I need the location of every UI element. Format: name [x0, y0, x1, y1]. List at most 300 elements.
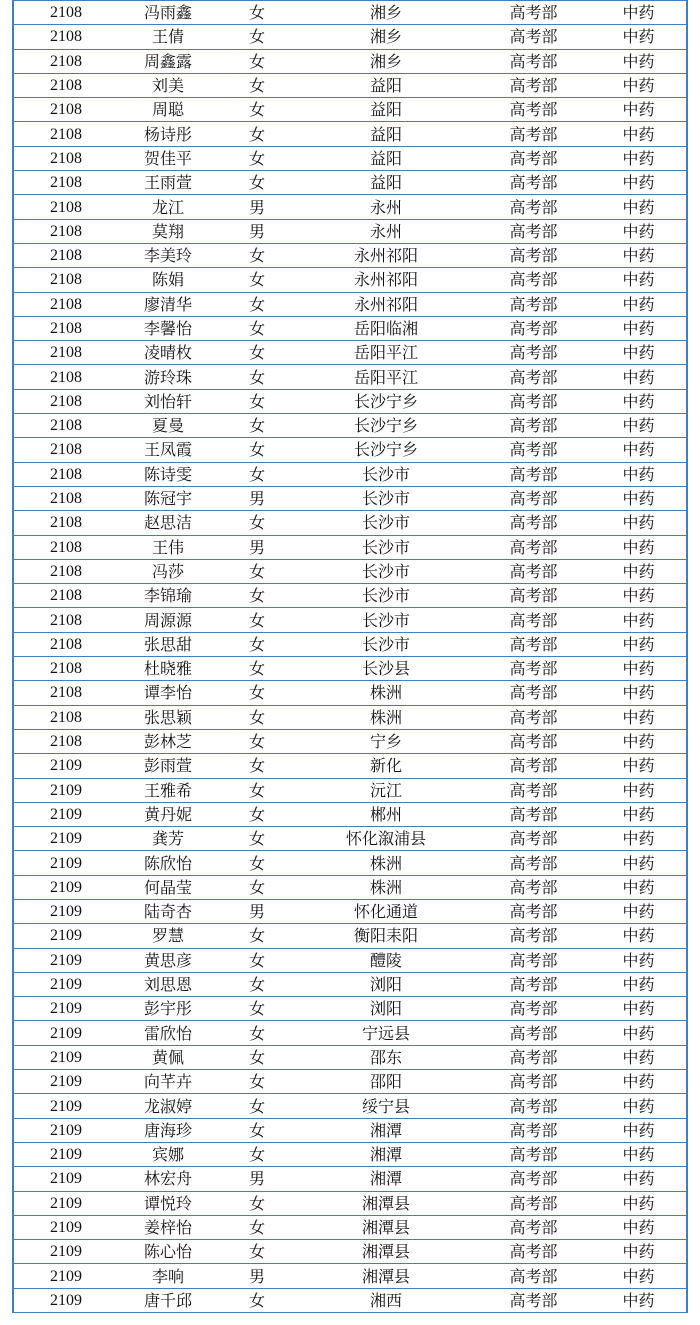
- hometown-cell: 岳阳平江: [296, 341, 476, 365]
- name-cell: 陈诗雯: [118, 462, 218, 486]
- department-cell: 高考部: [476, 1118, 591, 1142]
- major-cell: 中药: [591, 584, 686, 608]
- major-cell: 中药: [591, 1021, 686, 1045]
- class-cell: 2109: [14, 997, 118, 1021]
- hometown-cell: 邵东: [296, 1045, 476, 1069]
- gender-cell: 男: [218, 1167, 296, 1191]
- hometown-cell: 绥宁县: [296, 1094, 476, 1118]
- class-cell: 2108: [14, 73, 118, 97]
- class-cell: 2109: [14, 802, 118, 826]
- name-cell: 周聪: [118, 98, 218, 122]
- table-row: [14, 827, 686, 851]
- table-row: [14, 486, 686, 510]
- department-cell: 高考部: [476, 778, 591, 802]
- hometown-cell: 长沙市: [296, 559, 476, 583]
- class-cell: 2108: [14, 729, 118, 753]
- gender-cell: 女: [218, 511, 296, 535]
- class-cell: 2109: [14, 1288, 118, 1312]
- class-cell: 2108: [14, 389, 118, 413]
- department-cell: 高考部: [476, 268, 591, 292]
- department-cell: 高考部: [476, 195, 591, 219]
- hometown-cell: 湘潭: [296, 1118, 476, 1142]
- hometown-cell: 岳阳临湘: [296, 316, 476, 340]
- gender-cell: 男: [218, 486, 296, 510]
- department-cell: 高考部: [476, 851, 591, 875]
- table-row: [14, 948, 686, 972]
- major-cell: 中药: [591, 608, 686, 632]
- gender-cell: 女: [218, 414, 296, 438]
- gender-cell: 男: [218, 1264, 296, 1288]
- student-table-sheet: [12, 0, 688, 1313]
- gender-cell: 女: [218, 316, 296, 340]
- table-row: [14, 389, 686, 413]
- table-row: [14, 146, 686, 170]
- gender-cell: 女: [218, 25, 296, 49]
- gender-cell: 女: [218, 632, 296, 656]
- class-cell: 2109: [14, 1118, 118, 1142]
- name-cell: 谭悦玲: [118, 1191, 218, 1215]
- class-cell: 2109: [14, 924, 118, 948]
- class-cell: 2109: [14, 827, 118, 851]
- table-row: [14, 608, 686, 632]
- major-cell: 中药: [591, 1142, 686, 1166]
- class-cell: 2108: [14, 414, 118, 438]
- class-cell: 2108: [14, 608, 118, 632]
- name-cell: 莫翔: [118, 219, 218, 243]
- class-cell: 2108: [14, 268, 118, 292]
- major-cell: 中药: [591, 414, 686, 438]
- hometown-cell: 株洲: [296, 851, 476, 875]
- class-cell: 2109: [14, 1264, 118, 1288]
- gender-cell: 女: [218, 73, 296, 97]
- hometown-cell: 永州祁阳: [296, 243, 476, 267]
- hometown-cell: 益阳: [296, 146, 476, 170]
- gender-cell: 女: [218, 98, 296, 122]
- name-cell: 龙淑婷: [118, 1094, 218, 1118]
- gender-cell: 女: [218, 584, 296, 608]
- hometown-cell: 长沙宁乡: [296, 389, 476, 413]
- department-cell: 高考部: [476, 1191, 591, 1215]
- major-cell: 中药: [591, 73, 686, 97]
- gender-cell: 女: [218, 341, 296, 365]
- department-cell: 高考部: [476, 49, 591, 73]
- class-cell: 2109: [14, 1191, 118, 1215]
- major-cell: 中药: [591, 875, 686, 899]
- gender-cell: 女: [218, 559, 296, 583]
- hometown-cell: 郴州: [296, 802, 476, 826]
- hometown-cell: 湘潭县: [296, 1240, 476, 1264]
- gender-cell: 女: [218, 705, 296, 729]
- name-cell: 冯莎: [118, 559, 218, 583]
- table-row: [14, 365, 686, 389]
- department-cell: 高考部: [476, 25, 591, 49]
- gender-cell: 女: [218, 365, 296, 389]
- major-cell: 中药: [591, 49, 686, 73]
- gender-cell: 女: [218, 1215, 296, 1239]
- gender-cell: 女: [218, 243, 296, 267]
- department-cell: 高考部: [476, 705, 591, 729]
- major-cell: 中药: [591, 1045, 686, 1069]
- hometown-cell: 长沙市: [296, 486, 476, 510]
- name-cell: 雷欣怡: [118, 1021, 218, 1045]
- gender-cell: 女: [218, 1240, 296, 1264]
- gender-cell: 女: [218, 1288, 296, 1312]
- class-cell: 2108: [14, 25, 118, 49]
- hometown-cell: 新化: [296, 754, 476, 778]
- table-row: [14, 584, 686, 608]
- name-cell: 李美玲: [118, 243, 218, 267]
- hometown-cell: 沅江: [296, 778, 476, 802]
- table-row: [14, 341, 686, 365]
- table-row: [14, 1240, 686, 1264]
- hometown-cell: 湘乡: [296, 1, 476, 25]
- gender-cell: 女: [218, 778, 296, 802]
- table-row: [14, 268, 686, 292]
- major-cell: 中药: [591, 1240, 686, 1264]
- department-cell: 高考部: [476, 827, 591, 851]
- major-cell: 中药: [591, 851, 686, 875]
- name-cell: 陆奇杏: [118, 899, 218, 923]
- major-cell: 中药: [591, 778, 686, 802]
- major-cell: 中药: [591, 827, 686, 851]
- table-row: [14, 292, 686, 316]
- student-table: [14, 0, 686, 1313]
- class-cell: 2108: [14, 316, 118, 340]
- name-cell: 何晶莹: [118, 875, 218, 899]
- table-row: [14, 195, 686, 219]
- table-row: [14, 98, 686, 122]
- department-cell: 高考部: [476, 584, 591, 608]
- major-cell: 中药: [591, 559, 686, 583]
- class-cell: 2109: [14, 875, 118, 899]
- class-cell: 2109: [14, 948, 118, 972]
- gender-cell: 女: [218, 462, 296, 486]
- table-row: [14, 559, 686, 583]
- table-row: [14, 802, 686, 826]
- department-cell: 高考部: [476, 972, 591, 996]
- major-cell: 中药: [591, 511, 686, 535]
- name-cell: 谭李怡: [118, 681, 218, 705]
- gender-cell: 女: [218, 924, 296, 948]
- hometown-cell: 岳阳平江: [296, 365, 476, 389]
- hometown-cell: 湘乡: [296, 25, 476, 49]
- department-cell: 高考部: [476, 1070, 591, 1094]
- department-cell: 高考部: [476, 997, 591, 1021]
- major-cell: 中药: [591, 899, 686, 923]
- department-cell: 高考部: [476, 462, 591, 486]
- name-cell: 林宏舟: [118, 1167, 218, 1191]
- department-cell: 高考部: [476, 438, 591, 462]
- class-cell: 2108: [14, 438, 118, 462]
- table-row: [14, 316, 686, 340]
- gender-cell: 女: [218, 438, 296, 462]
- major-cell: 中药: [591, 632, 686, 656]
- major-cell: 中药: [591, 1070, 686, 1094]
- department-cell: 高考部: [476, 681, 591, 705]
- table-row: [14, 778, 686, 802]
- table-row: [14, 632, 686, 656]
- hometown-cell: 长沙市: [296, 608, 476, 632]
- name-cell: 刘美: [118, 73, 218, 97]
- name-cell: 宾娜: [118, 1142, 218, 1166]
- table-row: [14, 122, 686, 146]
- gender-cell: 男: [218, 899, 296, 923]
- name-cell: 彭雨萱: [118, 754, 218, 778]
- class-cell: 2108: [14, 462, 118, 486]
- department-cell: 高考部: [476, 1288, 591, 1312]
- class-cell: 2108: [14, 657, 118, 681]
- table-row: [14, 899, 686, 923]
- major-cell: 中药: [591, 292, 686, 316]
- department-cell: 高考部: [476, 535, 591, 559]
- name-cell: 夏曼: [118, 414, 218, 438]
- department-cell: 高考部: [476, 146, 591, 170]
- major-cell: 中药: [591, 802, 686, 826]
- major-cell: 中药: [591, 1288, 686, 1312]
- class-cell: 2108: [14, 243, 118, 267]
- major-cell: 中药: [591, 365, 686, 389]
- table-row: [14, 1215, 686, 1239]
- name-cell: 赵思洁: [118, 511, 218, 535]
- gender-cell: 女: [218, 608, 296, 632]
- department-cell: 高考部: [476, 486, 591, 510]
- name-cell: 刘思恩: [118, 972, 218, 996]
- department-cell: 高考部: [476, 414, 591, 438]
- major-cell: 中药: [591, 122, 686, 146]
- name-cell: 唐海珍: [118, 1118, 218, 1142]
- department-cell: 高考部: [476, 98, 591, 122]
- hometown-cell: 长沙宁乡: [296, 438, 476, 462]
- major-cell: 中药: [591, 997, 686, 1021]
- gender-cell: 女: [218, 1118, 296, 1142]
- major-cell: 中药: [591, 1094, 686, 1118]
- hometown-cell: 株洲: [296, 681, 476, 705]
- name-cell: 凌晴枚: [118, 341, 218, 365]
- name-cell: 陈娟: [118, 268, 218, 292]
- department-cell: 高考部: [476, 316, 591, 340]
- table-row: [14, 1070, 686, 1094]
- department-cell: 高考部: [476, 365, 591, 389]
- major-cell: 中药: [591, 705, 686, 729]
- department-cell: 高考部: [476, 1094, 591, 1118]
- major-cell: 中药: [591, 754, 686, 778]
- table-row: [14, 705, 686, 729]
- name-cell: 张思颖: [118, 705, 218, 729]
- name-cell: 王雅希: [118, 778, 218, 802]
- table-row: [14, 972, 686, 996]
- table-row: [14, 414, 686, 438]
- table-row: [14, 25, 686, 49]
- hometown-cell: 浏阳: [296, 972, 476, 996]
- hometown-cell: 益阳: [296, 171, 476, 195]
- table-row: [14, 1094, 686, 1118]
- table-row: [14, 1288, 686, 1312]
- class-cell: 2109: [14, 1045, 118, 1069]
- class-cell: 2108: [14, 341, 118, 365]
- name-cell: 唐千邱: [118, 1288, 218, 1312]
- table-row: [14, 997, 686, 1021]
- department-cell: 高考部: [476, 1, 591, 25]
- hometown-cell: 长沙市: [296, 535, 476, 559]
- gender-cell: 女: [218, 49, 296, 73]
- hometown-cell: 长沙县: [296, 657, 476, 681]
- class-cell: 2108: [14, 681, 118, 705]
- hometown-cell: 宁乡: [296, 729, 476, 753]
- name-cell: 杨诗彤: [118, 122, 218, 146]
- gender-cell: 女: [218, 851, 296, 875]
- name-cell: 冯雨鑫: [118, 1, 218, 25]
- class-cell: 2109: [14, 1142, 118, 1166]
- table-row: [14, 657, 686, 681]
- hometown-cell: 湘潭: [296, 1167, 476, 1191]
- hometown-cell: 永州祁阳: [296, 268, 476, 292]
- department-cell: 高考部: [476, 875, 591, 899]
- major-cell: 中药: [591, 972, 686, 996]
- hometown-cell: 怀化通道: [296, 899, 476, 923]
- name-cell: 廖清华: [118, 292, 218, 316]
- class-cell: 2108: [14, 365, 118, 389]
- hometown-cell: 长沙市: [296, 462, 476, 486]
- table-row: [14, 535, 686, 559]
- gender-cell: 男: [218, 195, 296, 219]
- department-cell: 高考部: [476, 1167, 591, 1191]
- gender-cell: 女: [218, 754, 296, 778]
- department-cell: 高考部: [476, 341, 591, 365]
- table-row: [14, 1191, 686, 1215]
- name-cell: 黄佩: [118, 1045, 218, 1069]
- class-cell: 2108: [14, 705, 118, 729]
- class-cell: 2108: [14, 486, 118, 510]
- department-cell: 高考部: [476, 802, 591, 826]
- class-cell: 2109: [14, 1240, 118, 1264]
- name-cell: 王倩: [118, 25, 218, 49]
- department-cell: 高考部: [476, 1264, 591, 1288]
- hometown-cell: 怀化溆浦县: [296, 827, 476, 851]
- table-row: [14, 1, 686, 25]
- gender-cell: 女: [218, 171, 296, 195]
- class-cell: 2108: [14, 122, 118, 146]
- gender-cell: 女: [218, 1021, 296, 1045]
- name-cell: 王伟: [118, 535, 218, 559]
- hometown-cell: 株洲: [296, 875, 476, 899]
- department-cell: 高考部: [476, 73, 591, 97]
- class-cell: 2108: [14, 632, 118, 656]
- name-cell: 彭宇彤: [118, 997, 218, 1021]
- department-cell: 高考部: [476, 122, 591, 146]
- hometown-cell: 湘乡: [296, 49, 476, 73]
- department-cell: 高考部: [476, 1215, 591, 1239]
- major-cell: 中药: [591, 1167, 686, 1191]
- name-cell: 姜梓怡: [118, 1215, 218, 1239]
- table-row: [14, 1021, 686, 1045]
- department-cell: 高考部: [476, 292, 591, 316]
- major-cell: 中药: [591, 729, 686, 753]
- name-cell: 李锦瑜: [118, 584, 218, 608]
- hometown-cell: 湘潭县: [296, 1264, 476, 1288]
- major-cell: 中药: [591, 535, 686, 559]
- department-cell: 高考部: [476, 243, 591, 267]
- name-cell: 李响: [118, 1264, 218, 1288]
- major-cell: 中药: [591, 268, 686, 292]
- major-cell: 中药: [591, 195, 686, 219]
- table-body: [14, 1, 686, 1313]
- class-cell: 2108: [14, 292, 118, 316]
- table-row: [14, 73, 686, 97]
- table-row: [14, 1045, 686, 1069]
- major-cell: 中药: [591, 462, 686, 486]
- gender-cell: 男: [218, 535, 296, 559]
- department-cell: 高考部: [476, 729, 591, 753]
- department-cell: 高考部: [476, 559, 591, 583]
- gender-cell: 女: [218, 972, 296, 996]
- table-row: [14, 511, 686, 535]
- gender-cell: 女: [218, 802, 296, 826]
- gender-cell: 女: [218, 729, 296, 753]
- table-row: [14, 875, 686, 899]
- class-cell: 2108: [14, 146, 118, 170]
- department-cell: 高考部: [476, 1021, 591, 1045]
- table-row: [14, 462, 686, 486]
- hometown-cell: 永州祁阳: [296, 292, 476, 316]
- table-row: [14, 681, 686, 705]
- major-cell: 中药: [591, 681, 686, 705]
- table-row: [14, 924, 686, 948]
- class-cell: 2109: [14, 754, 118, 778]
- name-cell: 周鑫露: [118, 49, 218, 73]
- class-cell: 2109: [14, 778, 118, 802]
- table-row: [14, 754, 686, 778]
- table-row: [14, 1264, 686, 1288]
- gender-cell: 女: [218, 948, 296, 972]
- department-cell: 高考部: [476, 1045, 591, 1069]
- gender-cell: 女: [218, 657, 296, 681]
- class-cell: 2109: [14, 1167, 118, 1191]
- gender-cell: 女: [218, 268, 296, 292]
- gender-cell: 女: [218, 875, 296, 899]
- table-row: [14, 219, 686, 243]
- major-cell: 中药: [591, 924, 686, 948]
- class-cell: 2108: [14, 1, 118, 25]
- name-cell: 杜晓雅: [118, 657, 218, 681]
- department-cell: 高考部: [476, 608, 591, 632]
- major-cell: 中药: [591, 146, 686, 170]
- class-cell: 2109: [14, 851, 118, 875]
- class-cell: 2109: [14, 1094, 118, 1118]
- class-cell: 2108: [14, 511, 118, 535]
- hometown-cell: 益阳: [296, 98, 476, 122]
- gender-cell: 女: [218, 389, 296, 413]
- table-row: [14, 1118, 686, 1142]
- table-row: [14, 49, 686, 73]
- hometown-cell: 益阳: [296, 73, 476, 97]
- name-cell: 龚芳: [118, 827, 218, 851]
- name-cell: 向芊卉: [118, 1070, 218, 1094]
- gender-cell: 女: [218, 1142, 296, 1166]
- class-cell: 2108: [14, 535, 118, 559]
- department-cell: 高考部: [476, 632, 591, 656]
- name-cell: 游玲珠: [118, 365, 218, 389]
- department-cell: 高考部: [476, 1240, 591, 1264]
- department-cell: 高考部: [476, 754, 591, 778]
- major-cell: 中药: [591, 1191, 686, 1215]
- hometown-cell: 宁远县: [296, 1021, 476, 1045]
- major-cell: 中药: [591, 219, 686, 243]
- hometown-cell: 湘潭县: [296, 1215, 476, 1239]
- class-cell: 2109: [14, 1021, 118, 1045]
- gender-cell: 女: [218, 1191, 296, 1215]
- hometown-cell: 湘潭县: [296, 1191, 476, 1215]
- class-cell: 2108: [14, 219, 118, 243]
